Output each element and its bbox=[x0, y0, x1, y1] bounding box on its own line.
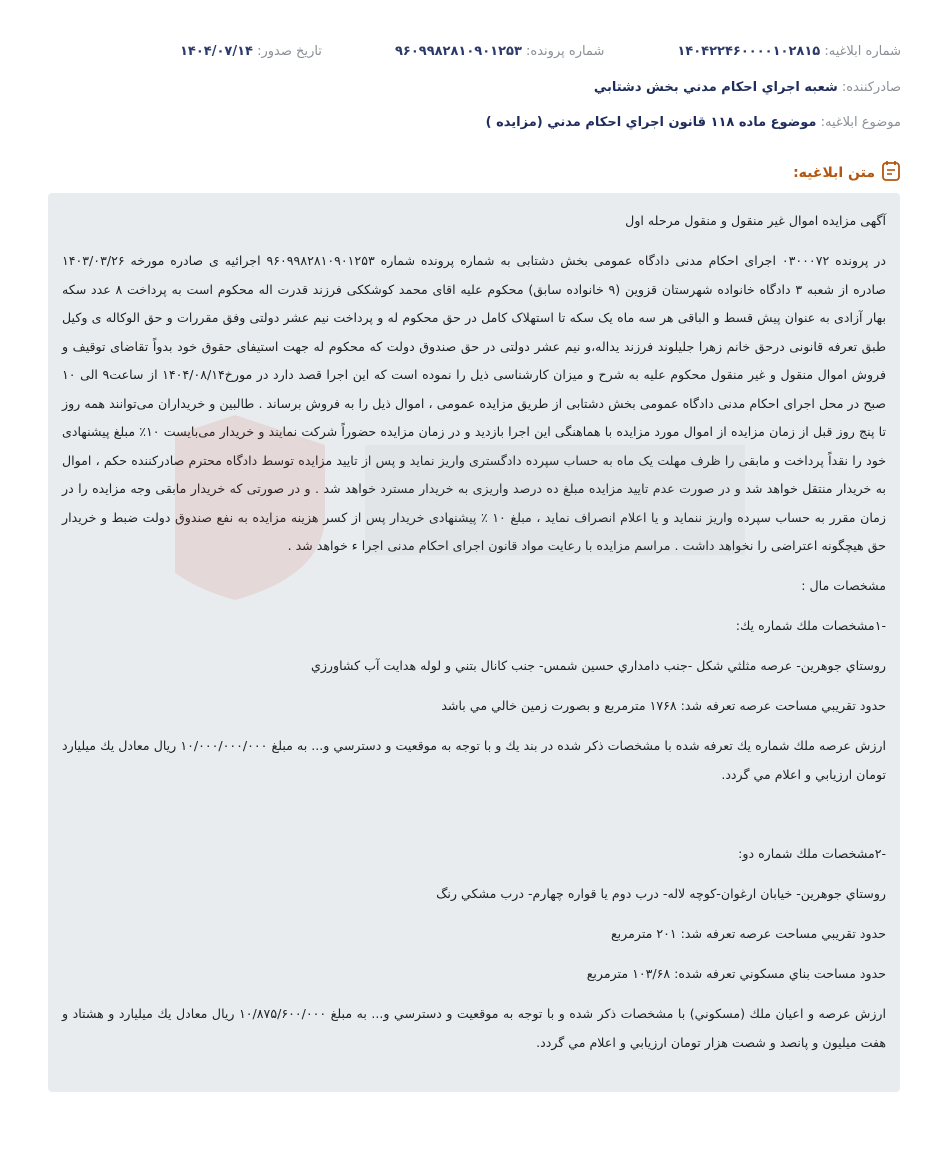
spacer bbox=[62, 801, 886, 829]
issuer-value: شعبه اجراي احكام مدني بخش دشتابي bbox=[593, 80, 838, 95]
property-specs-heading: مشخصات مال : bbox=[801, 578, 886, 593]
case-number-value: ۹۶۰۹۹۸۲۸۱۰۹۰۱۲۵۳ bbox=[394, 44, 522, 59]
property-1-value: ارزش عرصه ملك شماره يك تعرفه شده با مشخصات ذكر شده در بند يك و با توجه به موقعيت و دسترسي و... به مبلغ ۱۰/۰۰۰/۰۰۰/۰۰۰ ريال معادل يك ميليارد تومان ارزيابي و اعلام مي گردد. bbox=[62, 738, 887, 782]
notice-heading: آگهی مزایده اموال غیر منقول و منقول مرحله اول bbox=[625, 213, 886, 228]
property-2-area: حدود تقريبي مساحت عرصه تعرفه شد: ۲۰۱ مترمربع bbox=[610, 926, 886, 941]
notepad-icon bbox=[881, 160, 901, 186]
property-2-building-area: حدود مساحت بناي مسكوني تعرفه شده: ۱۰۳/۶۸ مترمربع bbox=[586, 966, 886, 981]
property-1-area: حدود تقريبي مساحت عرصه تعرفه شد: ۱۷۶۸ مترمربع و بصورت زمين خالي مي باشد bbox=[441, 698, 886, 713]
notice-paragraph: در پرونده ۰۳۰۰۰۷۲ اجرای احکام مدنی دادگاه عمومی بخش دشتابی به شماره پرونده شماره ۹۶۰۹۹۸۲۸۱۰۹۰۱۲۵۳ اجرائیه ی صادره مورخه ۱۴۰۳/۰۳/۲۶ صادره از شعبه ۳ دادگاه خانواده شهرستان قزوین (۹ خانواده سابق) محکوم علیه اقای محمد کوشککی فرزند قدرت اله محکوم است به پرداخت ۸ عدد سکه بهار آزادی به عنوان پیش قسط و الباقی هر سه ماه یک سکه تا استهلاک کامل در حق محکوم له و پرداخت نیم عشر دولتی وفق مقررات و حق الوکاله ی وکیل طبق تعرفه قانونی درحق خانم زهرا جلیلوند فرزند یداله،و نیم عشر دولتی در حق صندوق دولت که محکوم له جهت استیفای حقوق خود بدواً تقاضای توقیف و فروش اموال منقول و غیر منقول محکوم علیه به شرح و میزان کارشناسی ذیل را نموده است که این اجرا قصد دارد در مورخ۱۴۰۴/۰۸/۱۴ از ساعت۹ الی ۱۰ صبح در محل اجرای احکام مدنی دادگاه عمومی بخش دشتابی از طریق مزایده عمومی ، اموال ذیل را به فروش برساند . طالبین و خریداران می‌توانند همه روز تا پنج روز قبل از زمان مزایده از اموال مورد مزایده با هماهنگی این اجرا بازدید و در زمان مزایده حضوراً شرکت نمایند و خریدار می‌بایست ۱۰٪ مبلغ پیشنهادی خود را نقداً پرداخت و مابقی را ظرف مهلت یک ماه به حساب سپرده دادگستری واریز نماید و پس از تایید مزایده توسط دادگاه محترم صادرکننده حکم ، اموال به خریدار منتقل خواهد شد و در صورت عدم تایید مزایده مبلغ ده درصد واریزی به خریدار مسترد خواهد شد . و در صورتی که خریدار مابقی وجه مزایده را در زمان مقرر به حساب سپرده واریز ننماید و یا اعلام انصراف نماید ، مبلغ ۱۰ ٪ پیشنهادی خریدار پس از کسر هزینه مزایده به نفع صندوق دولت ضبط و خریدار حق هیچگونه اعتراضی را نخواهد داشت . مراسم مزایده با رعایت مواد قانون اجرای احکام مدنی اجرا ء خواهد شد . bbox=[62, 253, 887, 553]
case-number-label: شماره پرونده: bbox=[526, 44, 605, 59]
issuer-line bbox=[594, 80, 901, 95]
issue-date bbox=[180, 44, 322, 59]
subject-line bbox=[486, 115, 901, 130]
notice-number-label: شماره ابلاغیه: bbox=[824, 44, 901, 59]
property-2-value: ارزش عرصه و اعيان ملك (مسكوني) با مشخصات ذكر شده و با توجه به موقعيت و دسترسي و... به مبلغ ۱۰/۸۷۵/۶۰۰/۰۰۰ ريال معادل يك ميليارد و هشتاد و هفت ميليون و پانصد و شصت هزار تومان ارزيابي و اعلام مي گردد. bbox=[62, 1006, 886, 1050]
property-2-location: روستاي جوهرين- خيابان ارغوان-كوچه لاله- درب دوم يا قواره چهارم- درب مشكي رنگ bbox=[436, 886, 886, 901]
issuer-label: صادرکننده: bbox=[841, 80, 901, 95]
section-title bbox=[793, 160, 901, 186]
notice-body bbox=[48, 193, 900, 1092]
issue-date-label: تاریخ صدور: bbox=[257, 44, 322, 59]
property-2-heading: -۲مشخصات ملك شماره دو: bbox=[738, 846, 886, 861]
property-1-heading: -۱مشخصات ملك شماره يك: bbox=[735, 618, 886, 633]
notice-meta-row bbox=[180, 44, 901, 59]
notice-number-value: ۱۴۰۴۲۲۴۶۰۰۰۰۱۰۲۸۱۵ bbox=[677, 44, 821, 59]
subject-value: موضوع ماده ۱۱۸ قانون اجراي احكام مدني (مزايده ) bbox=[485, 115, 817, 130]
issue-date-value: ۱۴۰۴/۰۷/۱۴ bbox=[180, 44, 253, 59]
subject-label: موضوع ابلاغیه: bbox=[820, 115, 901, 130]
case-number bbox=[395, 44, 604, 59]
notice-number bbox=[677, 44, 901, 59]
property-1-location: روستاي جوهرين- عرصه مثلثي شكل -جنب دامداري حسين شمس- جنب كانال بتني و لوله هدايت آب كشاورزي bbox=[310, 658, 886, 673]
section-title-text: متن ابلاغیه: bbox=[793, 165, 875, 181]
